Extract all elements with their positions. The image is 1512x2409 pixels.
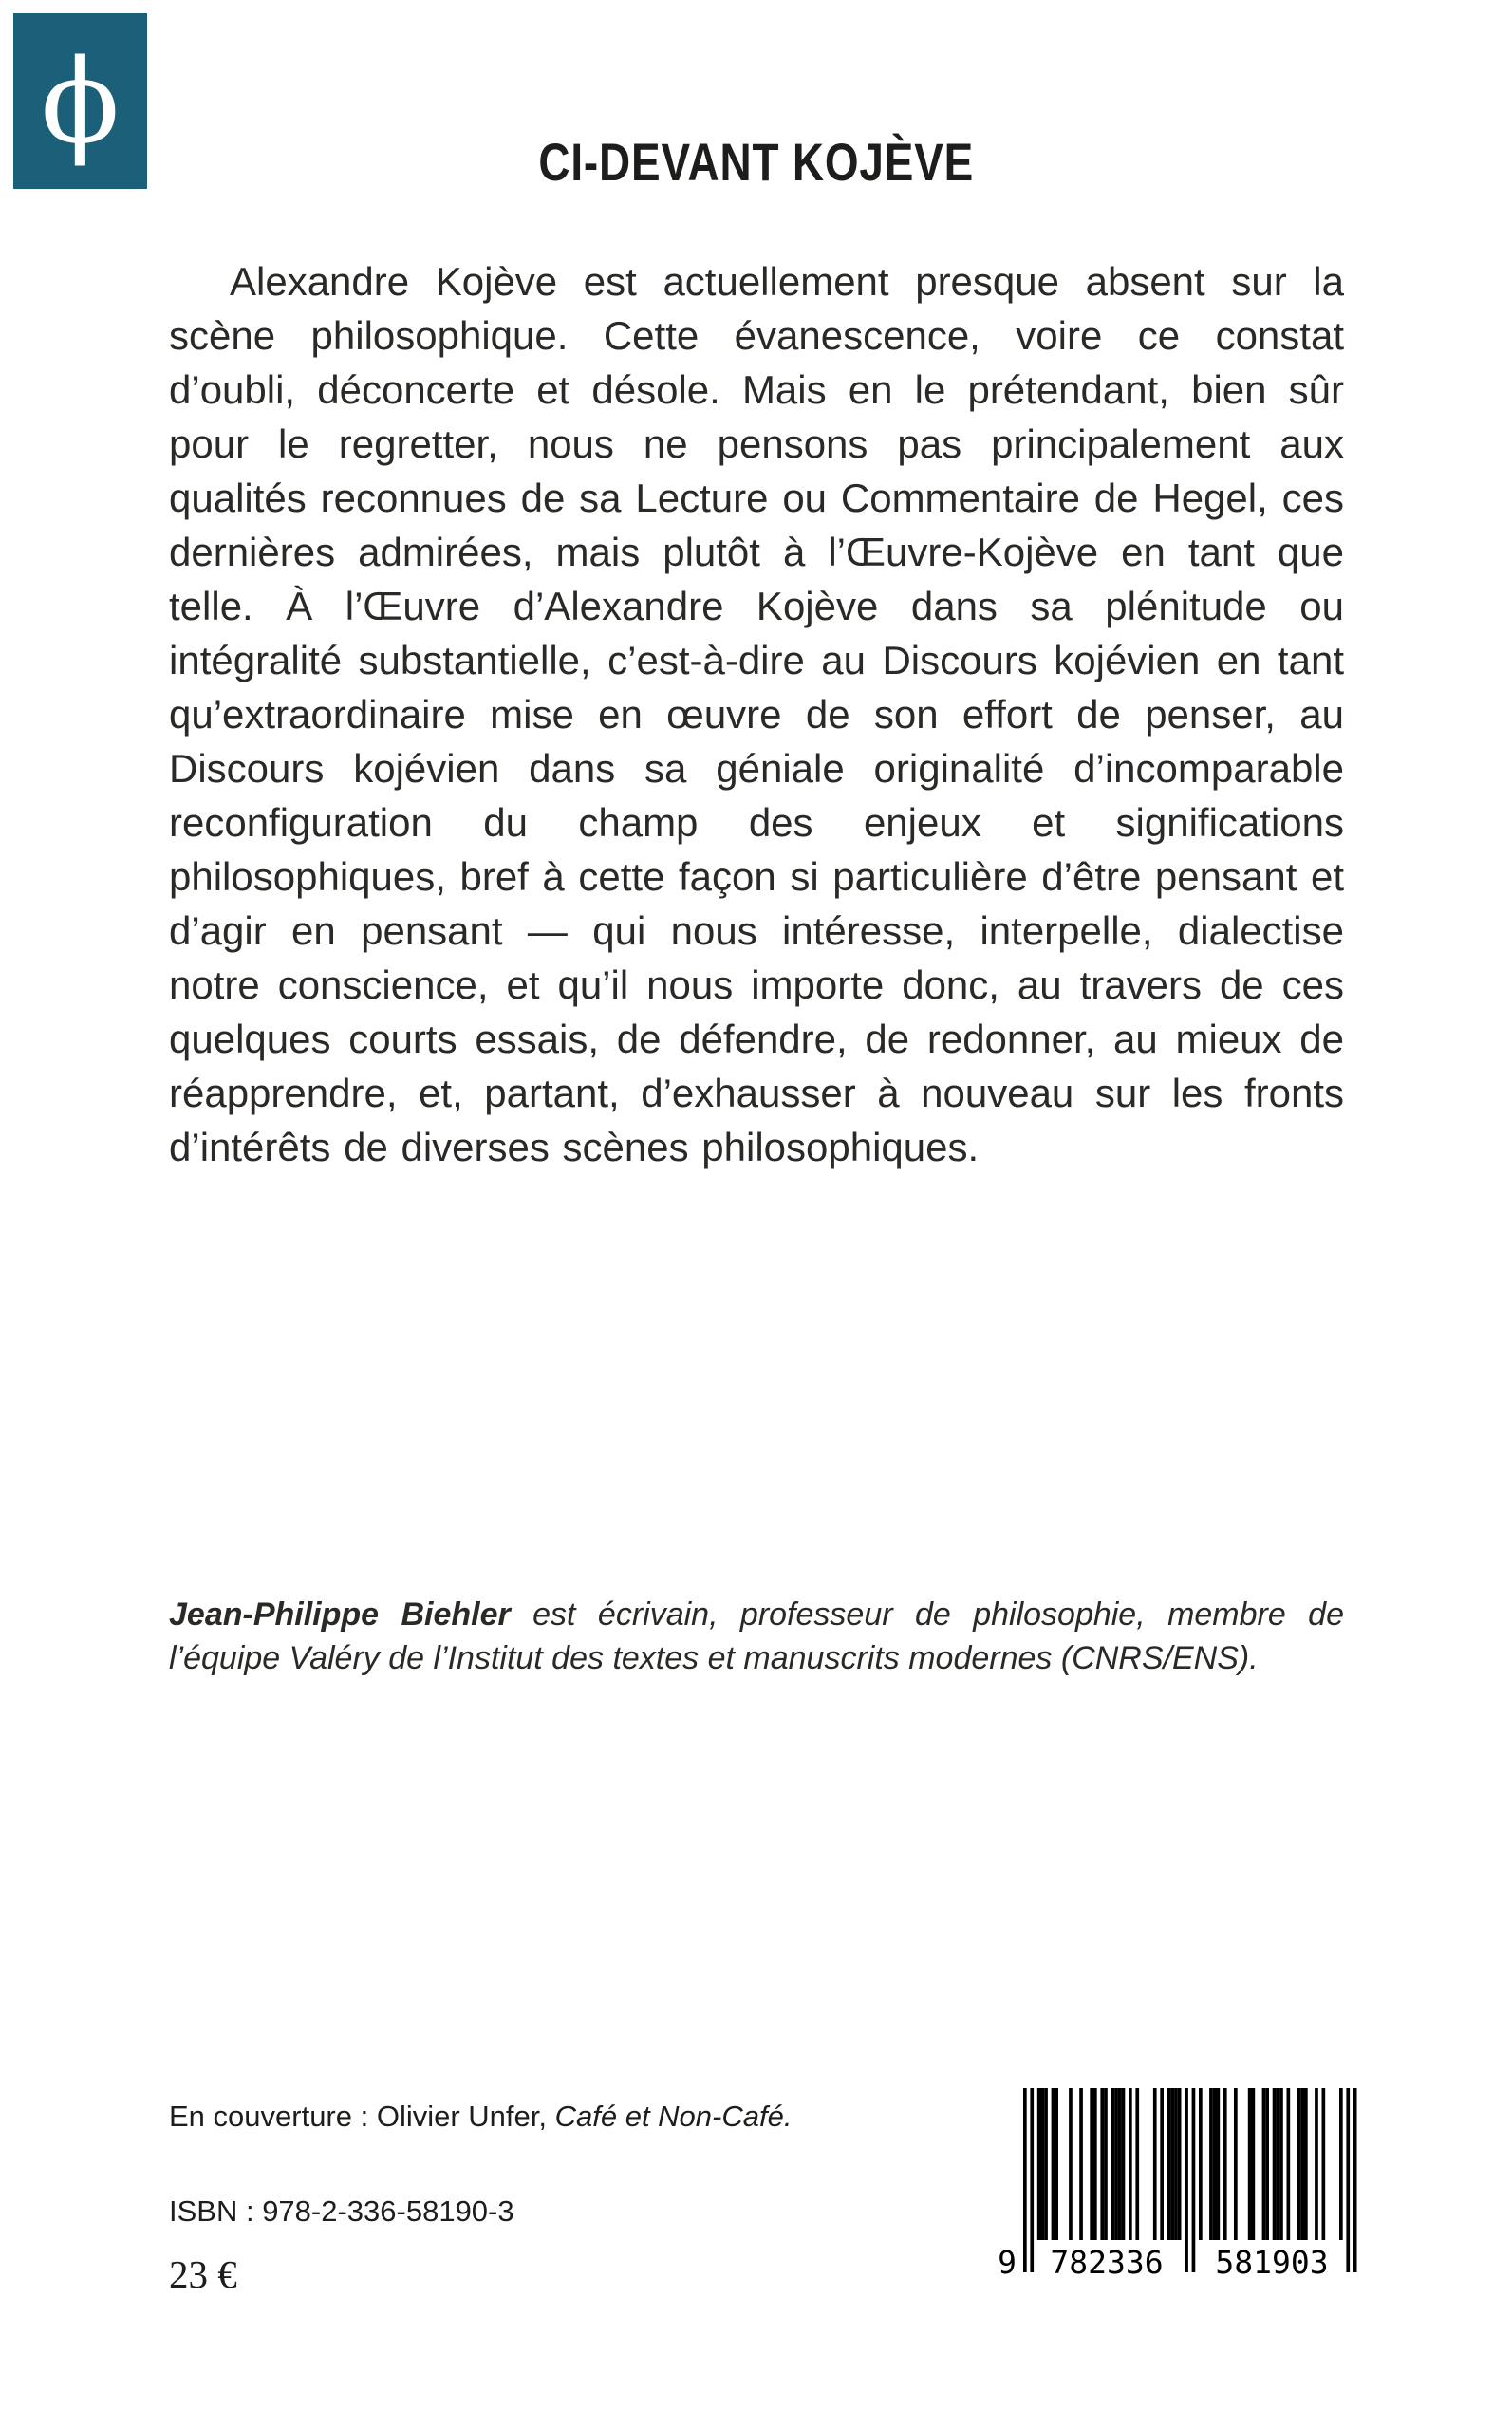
- title-area: [0, 131, 1512, 193]
- author-name: Jean-Philippe Biehler: [169, 1597, 511, 1633]
- price: 23 €: [169, 2252, 237, 2296]
- author-bio: [169, 1593, 1344, 1680]
- barcode-digit-first: 9: [993, 2244, 1021, 2282]
- book-title: CI-DEVANT KOJÈVE: [538, 132, 974, 192]
- cover-credit: [169, 2100, 792, 2134]
- cover-credit-artwork-title: Café et Non-Café.: [554, 2100, 793, 2133]
- author-bio-text: est écrivain, professeur de philosophie, membre de l’équipe Valéry de l’Institut des textes et manuscrits modernes (CNRS/ENS).: [169, 1597, 1344, 1676]
- phi-logo-glyph: ϕ: [40, 33, 121, 169]
- isbn: ISBN : 978-2-336-58190-3: [169, 2194, 514, 2228]
- barcode-digits-left: 782336: [1036, 2244, 1177, 2282]
- barcode-digits-right: 581903: [1202, 2244, 1342, 2282]
- back-cover-text: Alexandre Kojève est actuellement presque absent sur la scène philosophique. Cette évanescence, voire ce constat d’oubli, déconcerte et désole. Mais en le prétendant, bien sûr pour le regretter, nous ne pensons pas principalement aux qualités reconnues de sa Lecture ou Commentaire de Hegel, ces dernières admirées, mais plutôt à l’Œuvre-Kojève en tant que telle. À l’Œuvre d’Alexandre Kojève dans sa plénitude ou intégralité substantielle, c’est-à-dire au Discours kojévien en tant qu’extraordinaire mise en œuvre de son effort de penser, au Discours kojévien dans sa géniale originalité d’incomparable reconfiguration du champ des enjeux et significations philosophiques, bref à cette façon si particulière d’être pensant et d’agir en pensant — qui nous intéresse, interpelle, dialectise notre conscience, et qu’il nous importe donc, au travers de ces quelques courts essais, de défendre, de redonner, au mieux de réapprendre, et, partant, d’exhausser à nouveau sur les fronts d’intérêts de diverses scènes philosophiques.: [169, 259, 1344, 1169]
- barcode: [997, 2088, 1359, 2288]
- cover-credit-prefix: En couverture : Olivier Unfer,: [169, 2100, 555, 2133]
